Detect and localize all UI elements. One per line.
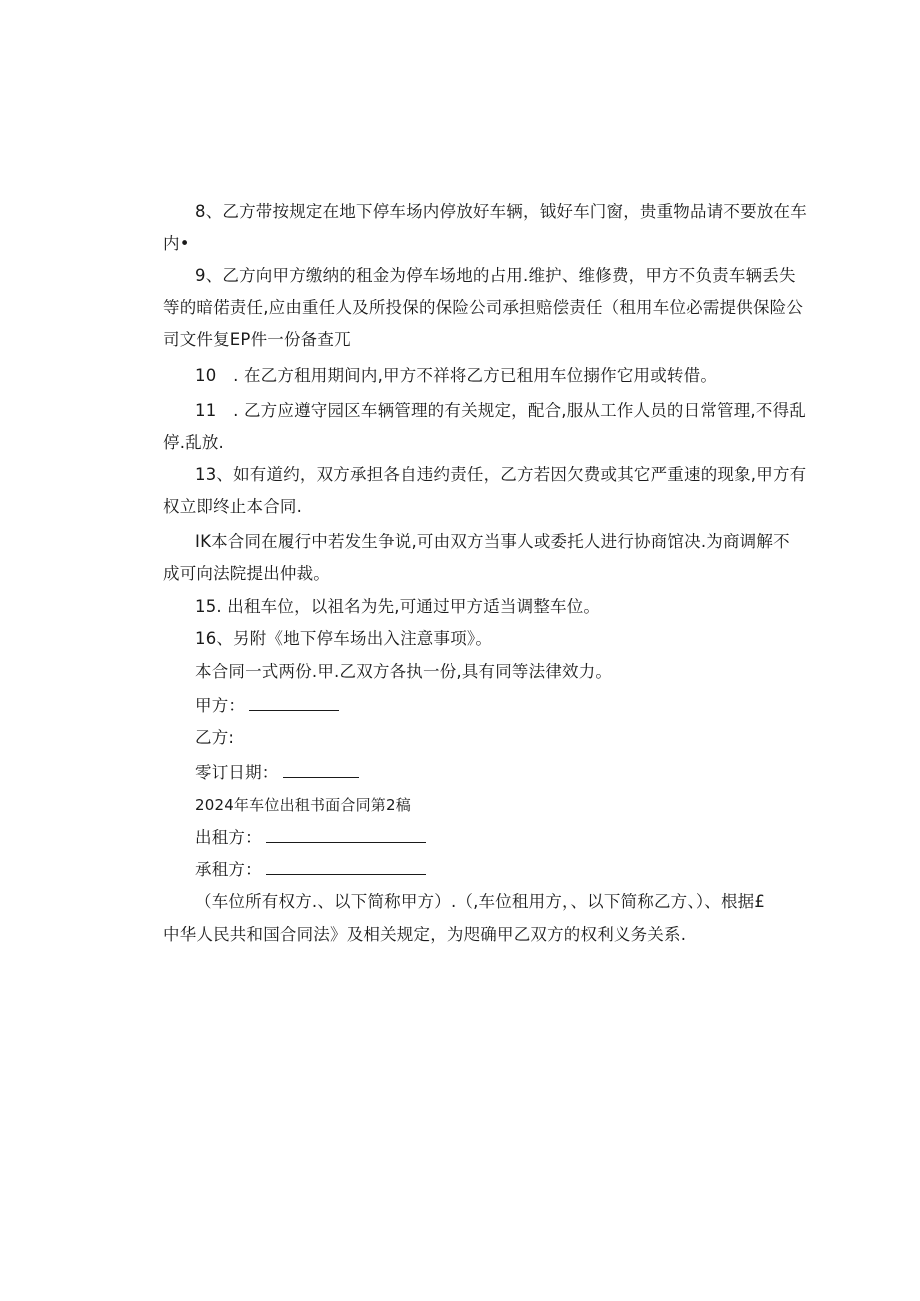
clause-15-line-1: 15. 出租车位，以祖名为先,可通过甲方适当调整车位。	[195, 597, 601, 616]
sign-date-label: 零订日期：	[195, 763, 279, 782]
clause-9-line-1: 9、乙方向甲方缴纳的租金为停车场地的占用.维护、维修费，甲方不负责车辆丢失	[195, 266, 796, 285]
clause-11-line-2: 停.乱放.	[163, 433, 224, 452]
clause-13-line-2: 权立即终止本合同.	[163, 497, 303, 516]
preamble-line-2: 中华人民共和国合同法》及相关规定，为咫确甲乙双方的权利义务关系.	[163, 925, 687, 944]
lessor-field	[195, 826, 426, 849]
clause-11-line-1: 11 . 乙方应遵守园区车辆管理的有关规定，配合,服从工作人员的日常管理,不得乱	[195, 401, 806, 420]
lessor-label: 出租方：	[195, 828, 262, 847]
clause-14-line-1: IK本合同在履行中若发生争说,可由双方当事人或委托人进行协商馆决.为商调解不	[195, 532, 790, 551]
copies-clause: 本合同一式两份.甲.乙双方各执一份,具有同等法律效力。	[195, 662, 613, 681]
sign-date	[195, 761, 359, 784]
party-a-label: 甲方：	[195, 696, 246, 715]
lessee-blank	[266, 858, 426, 875]
lessee-label: 承租方：	[195, 860, 262, 879]
lessor-blank	[266, 826, 426, 843]
party-b-label: 乙方:	[195, 728, 235, 747]
clause-13-line-1: 13、如有道约，双方承担各自违约责任，乙方若因欠费或其它严重速的现象,甲方有	[195, 465, 807, 484]
party-a-signature	[195, 694, 339, 717]
preamble-line-1: （车位所有权方.、以下简称甲方）.（,车位租用方，、以下简称乙方、）、根据£	[195, 892, 766, 911]
second-contract-title: 2024年车位出租书面合同第2稿	[195, 796, 411, 814]
clause-9-line-2: 等的暗偌责任,应由重任人及所投保的保险公司承担赔偿责任（租用车位必需提供保险公	[163, 298, 804, 317]
clause-16-line-1: 16、另附《地下停车场出入注意事项》。	[195, 629, 493, 648]
clause-8-line-1: 8、乙方带按规定在地下停车场内停放好车辆，钺好车门窗，贵重物品请不要放在车	[195, 202, 807, 221]
sign-date-blank	[283, 761, 359, 778]
clause-8-line-2: 内•	[163, 234, 190, 253]
clause-9-line-3: 司文件复EP件一份备查兀	[163, 330, 351, 349]
clause-10-line-1: 10 . 在乙方租用期间内,甲方不祥将乙方已租用车位搦作它用或转借。	[195, 366, 718, 385]
clause-14-line-2: 成可向法院提出仲裁。	[163, 564, 330, 583]
party-a-blank	[249, 694, 339, 711]
lessee-field	[195, 858, 426, 881]
